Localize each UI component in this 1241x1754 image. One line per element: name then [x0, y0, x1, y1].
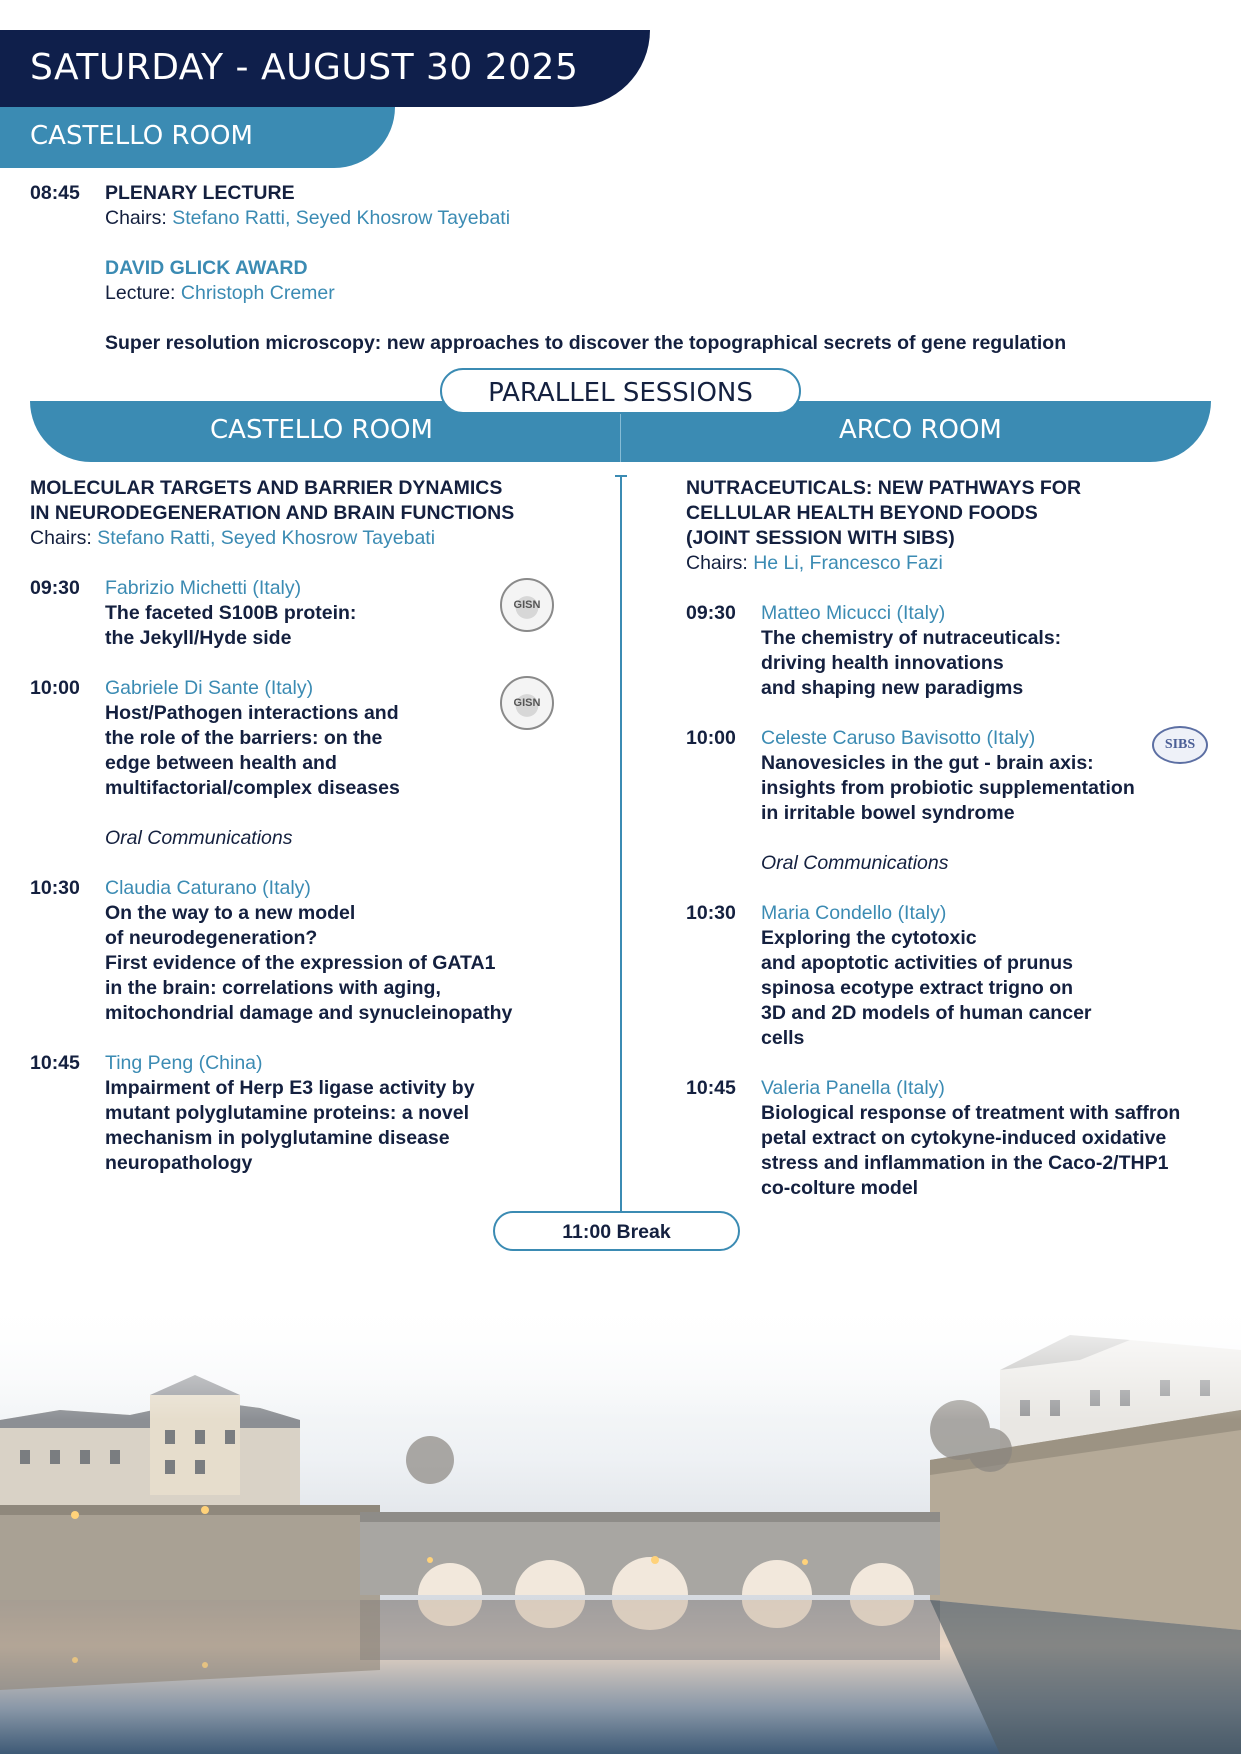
chairs-names: Stefano Ratti, Seyed Khosrow Tayebati: [172, 207, 511, 229]
bridge-photo: [0, 1300, 1241, 1754]
talk-time: 10:30: [686, 902, 736, 924]
talk-title-line: multifactorial/complex diseases: [105, 777, 400, 799]
talk-title-line: mutant polyglutamine proteins: a novel: [105, 1102, 470, 1124]
talk-speaker: Fabrizio Michetti (Italy): [105, 577, 302, 599]
talk-title-line: Host/Pathogen interactions and: [105, 702, 399, 724]
gisn-logo-icon: GISN: [500, 578, 554, 632]
talk-time: 10:45: [686, 1077, 736, 1099]
right-session-title-1: NUTRACEUTICALS: NEW PATHWAYS FOR: [686, 477, 1082, 499]
chairs-label: Chairs:: [30, 527, 92, 549]
talk-title-line: 3D and 2D models of human cancer: [761, 1002, 1092, 1024]
talk-speaker: Celeste Caruso Bavisotto (Italy): [761, 727, 1036, 749]
left-session-title-1: MOLECULAR TARGETS AND BARRIER DYNAMICS: [30, 477, 503, 499]
award-title: DAVID GLICK AWARD: [105, 257, 308, 279]
left-session-title-2: IN NEURODEGENERATION AND BRAIN FUNCTIONS: [30, 502, 515, 524]
talk-time: 10:45: [30, 1052, 80, 1074]
talk-title-line: Biological response of treatment with saffron: [761, 1102, 1181, 1124]
talk-title-line: First evidence of the expression of GATA1: [105, 952, 496, 974]
talk-title-line: the role of the barriers: on the: [105, 727, 383, 749]
chairs-names: He Li, Francesco Fazi: [753, 552, 943, 574]
talk-title-line: Impairment of Herp E3 ligase activity by: [105, 1077, 475, 1099]
talk-time: 10:00: [30, 677, 80, 699]
talk-title-line: and shaping new paradigms: [761, 677, 1024, 699]
chairs-label: Chairs:: [105, 207, 167, 229]
talk-title-line: Nanovesicles in the gut - brain axis:: [761, 752, 1094, 774]
talk-title-line: neuropathology: [105, 1152, 253, 1174]
day-title: SATURDAY - AUGUST 30 2025: [30, 47, 579, 88]
chairs-names: Stefano Ratti, Seyed Khosrow Tayebati: [97, 527, 436, 549]
break-badge: [493, 1211, 740, 1251]
rooms-divider: [620, 413, 621, 462]
talk-speaker: Maria Condello (Italy): [761, 902, 947, 924]
left-room-label: CASTELLO ROOM: [210, 415, 433, 445]
talk-title-line: edge between health and: [105, 752, 337, 774]
plenary-title: PLENARY LECTURE: [105, 182, 295, 204]
column-divider: [620, 476, 622, 1212]
talk-title-line: the Jekyll/Hyde side: [105, 627, 292, 649]
talk-title-line: petal extract on cytokyne-induced oxidative: [761, 1127, 1167, 1149]
plenary-time: 08:45: [30, 182, 80, 204]
gisn-logo-icon: GISN: [500, 676, 554, 730]
talk-title-line: in irritable bowel syndrome: [761, 802, 1015, 824]
talk-time: 10:30: [30, 877, 80, 899]
right-session-title-3: (JOINT SESSION WITH SIBS): [686, 527, 955, 549]
talk-time: 09:30: [686, 602, 736, 624]
talk-title-line: driving health innovations: [761, 652, 1004, 674]
left-session-chairs: [30, 526, 435, 551]
day-banner: [0, 30, 650, 107]
talk-title-line: Exploring the cytotoxic: [761, 927, 977, 949]
talk-time: 09:30: [30, 577, 80, 599]
award-lecture: [105, 281, 335, 306]
talk-title-line: co-colture model: [761, 1177, 919, 1199]
right-session-chairs: [686, 551, 943, 576]
talk-speaker: Matteo Micucci (Italy): [761, 602, 946, 624]
room-banner: [0, 107, 395, 168]
talk-title-line: and apoptotic activities of prunus: [761, 952, 1074, 974]
talk-title-line: The chemistry of nutraceuticals:: [761, 627, 1062, 649]
talk-title-line: mechanism in polyglutamine disease: [105, 1127, 450, 1149]
talk-speaker: Valeria Panella (Italy): [761, 1077, 945, 1099]
oral-communications-label: Oral Communications: [761, 852, 949, 874]
talk-title-line: of neurodegeneration?: [105, 927, 318, 949]
parallel-sessions-label: PARALLEL SESSIONS: [488, 378, 753, 408]
talk-time: 10:00: [686, 727, 736, 749]
talk-speaker: Ting Peng (China): [105, 1052, 263, 1074]
talk-title-line: insights from probiotic supplementation: [761, 777, 1135, 799]
talk-title-line: cells: [761, 1027, 805, 1049]
talk-title-line: mitochondrial damage and synucleinopathy: [105, 1002, 513, 1024]
talk-speaker: Gabriele Di Sante (Italy): [105, 677, 314, 699]
parallel-sessions-badge: [440, 368, 801, 414]
talk-title-line: On the way to a new model: [105, 902, 356, 924]
sibs-logo-icon: SIBS: [1152, 726, 1208, 764]
talk-title-line: spinosa ecotype extract trigno on: [761, 977, 1074, 999]
plenary-chairs: [105, 206, 510, 231]
room-title: CASTELLO ROOM: [30, 121, 253, 151]
talk-title-line: The faceted S100B protein:: [105, 602, 357, 624]
right-session-title-2: CELLULAR HEALTH BEYOND FOODS: [686, 502, 1038, 524]
break-label: 11:00 Break: [562, 1221, 671, 1243]
lecturer-name: Christoph Cremer: [180, 282, 335, 304]
oral-communications-label: Oral Communications: [105, 827, 293, 849]
right-room-label: ARCO ROOM: [839, 415, 1002, 445]
talk-title-line: in the brain: correlations with aging,: [105, 977, 441, 999]
talk-title-line: stress and inflammation in the Caco-2/THP1: [761, 1152, 1169, 1174]
chairs-label: Chairs:: [686, 552, 748, 574]
talk-speaker: Claudia Caturano (Italy): [105, 877, 311, 899]
lecture-label: Lecture:: [105, 282, 176, 304]
plenary-talk-title: Super resolution microscopy: new approaches to discover the topographical secrets of gene regulation: [105, 332, 1067, 354]
